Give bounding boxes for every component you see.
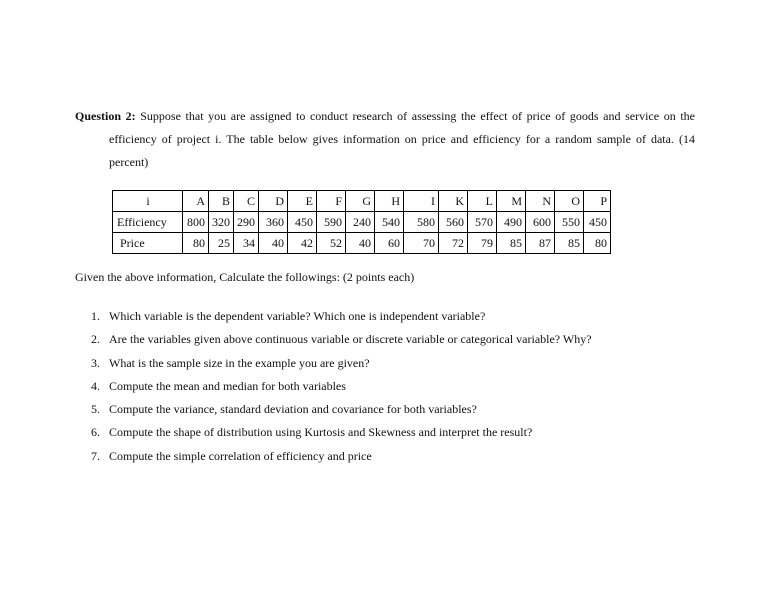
table-header-cell: I — [404, 191, 439, 212]
table-header-cell: M — [497, 191, 526, 212]
table-cell: 25 — [209, 233, 234, 254]
table-cell: 80 — [183, 233, 209, 254]
table-cell: 320 — [209, 212, 234, 233]
list-item — [91, 352, 592, 375]
table-header-cell: D — [259, 191, 288, 212]
item-text: Are the variables given above continuous variable or discrete variable or categorical variable? Why? — [109, 332, 592, 347]
question-paragraph — [75, 105, 695, 174]
table-cell: 85 — [555, 233, 584, 254]
instructions-text: Given the above information, Calculate the followings: (2 points each) — [75, 270, 415, 284]
table-cell: 40 — [259, 233, 288, 254]
table-cell: 80 — [584, 233, 611, 254]
item-number: 5. — [91, 402, 100, 417]
item-text: What is the sample size in the example you are given? — [109, 355, 370, 370]
table-cell: 560 — [439, 212, 468, 233]
table-cell: 52 — [317, 233, 346, 254]
item-number: 1. — [91, 309, 100, 323]
row-label: Efficiency — [113, 212, 183, 233]
table-cell: 290 — [234, 212, 259, 233]
table-cell: 540 — [375, 212, 404, 233]
table-cell: 580 — [404, 212, 439, 233]
table-cell: 70 — [404, 233, 439, 254]
table-cell: 570 — [468, 212, 497, 233]
item-text: Compute the shape of distribution using Kurtosis and Skewness and interpret the result? — [109, 425, 533, 440]
table-header-cell: A — [183, 191, 209, 212]
list-item — [91, 328, 592, 351]
table-header-cell: L — [468, 191, 497, 212]
table-cell: 550 — [555, 212, 584, 233]
table-header-cell: O — [555, 191, 584, 212]
item-text: Which variable is the dependent variable? Which one is independent variable? — [109, 309, 486, 323]
table-header-cell: K — [439, 191, 468, 212]
table-header-cell: C — [234, 191, 259, 212]
table-header-cell: B — [209, 191, 234, 212]
table-cell: 450 — [288, 212, 317, 233]
table-cell: 240 — [346, 212, 375, 233]
list-item — [91, 421, 592, 444]
table-cell: 590 — [317, 212, 346, 233]
list-item — [91, 445, 592, 468]
item-text: Compute the simple correlation of efficiency and price — [109, 448, 372, 463]
table-cell: 34 — [234, 233, 259, 254]
table-cell: 85 — [497, 233, 526, 254]
table-header-cell: N — [526, 191, 555, 212]
table-cell: 360 — [259, 212, 288, 233]
data-table — [112, 190, 611, 254]
item-number: 4. — [91, 378, 100, 393]
question-line-3: percent) — [109, 155, 149, 169]
question-list — [91, 305, 592, 468]
question-line-1: Suppose that you are assigned to conduct research of assessing the effect of price of goods and service on the — [140, 109, 695, 123]
item-number: 3. — [91, 355, 100, 370]
table-header-row — [113, 191, 611, 212]
list-item — [91, 398, 592, 421]
item-number: 6. — [91, 425, 100, 440]
item-text: Compute the variance, standard deviation and covariance for both variables? — [109, 402, 477, 417]
table-header-cell: H — [375, 191, 404, 212]
table-row-efficiency — [113, 212, 611, 233]
table-header-cell: G — [346, 191, 375, 212]
table-cell: 490 — [497, 212, 526, 233]
table-row-price — [113, 233, 611, 254]
table-cell: 60 — [375, 233, 404, 254]
table-header-label: i — [113, 191, 183, 212]
question-line-2: efficiency of project i. The table below gives information on price and efficiency for a random sample of data. (14 — [109, 132, 695, 146]
table-cell: 800 — [183, 212, 209, 233]
table-cell: 600 — [526, 212, 555, 233]
question-label: Question 2: — [75, 109, 136, 123]
table-cell: 42 — [288, 233, 317, 254]
table-cell: 450 — [584, 212, 611, 233]
list-item — [91, 375, 592, 398]
item-number: 7. — [91, 448, 100, 463]
table-cell: 72 — [439, 233, 468, 254]
list-item — [91, 305, 592, 328]
table-header-cell: P — [584, 191, 611, 212]
item-text: Compute the mean and median for both variables — [109, 378, 346, 393]
table-header-cell: E — [288, 191, 317, 212]
table-cell: 79 — [468, 233, 497, 254]
table-header-cell: F — [317, 191, 346, 212]
row-label: Price — [113, 233, 183, 254]
table-cell: 40 — [346, 233, 375, 254]
item-number: 2. — [91, 332, 100, 347]
table-cell: 87 — [526, 233, 555, 254]
